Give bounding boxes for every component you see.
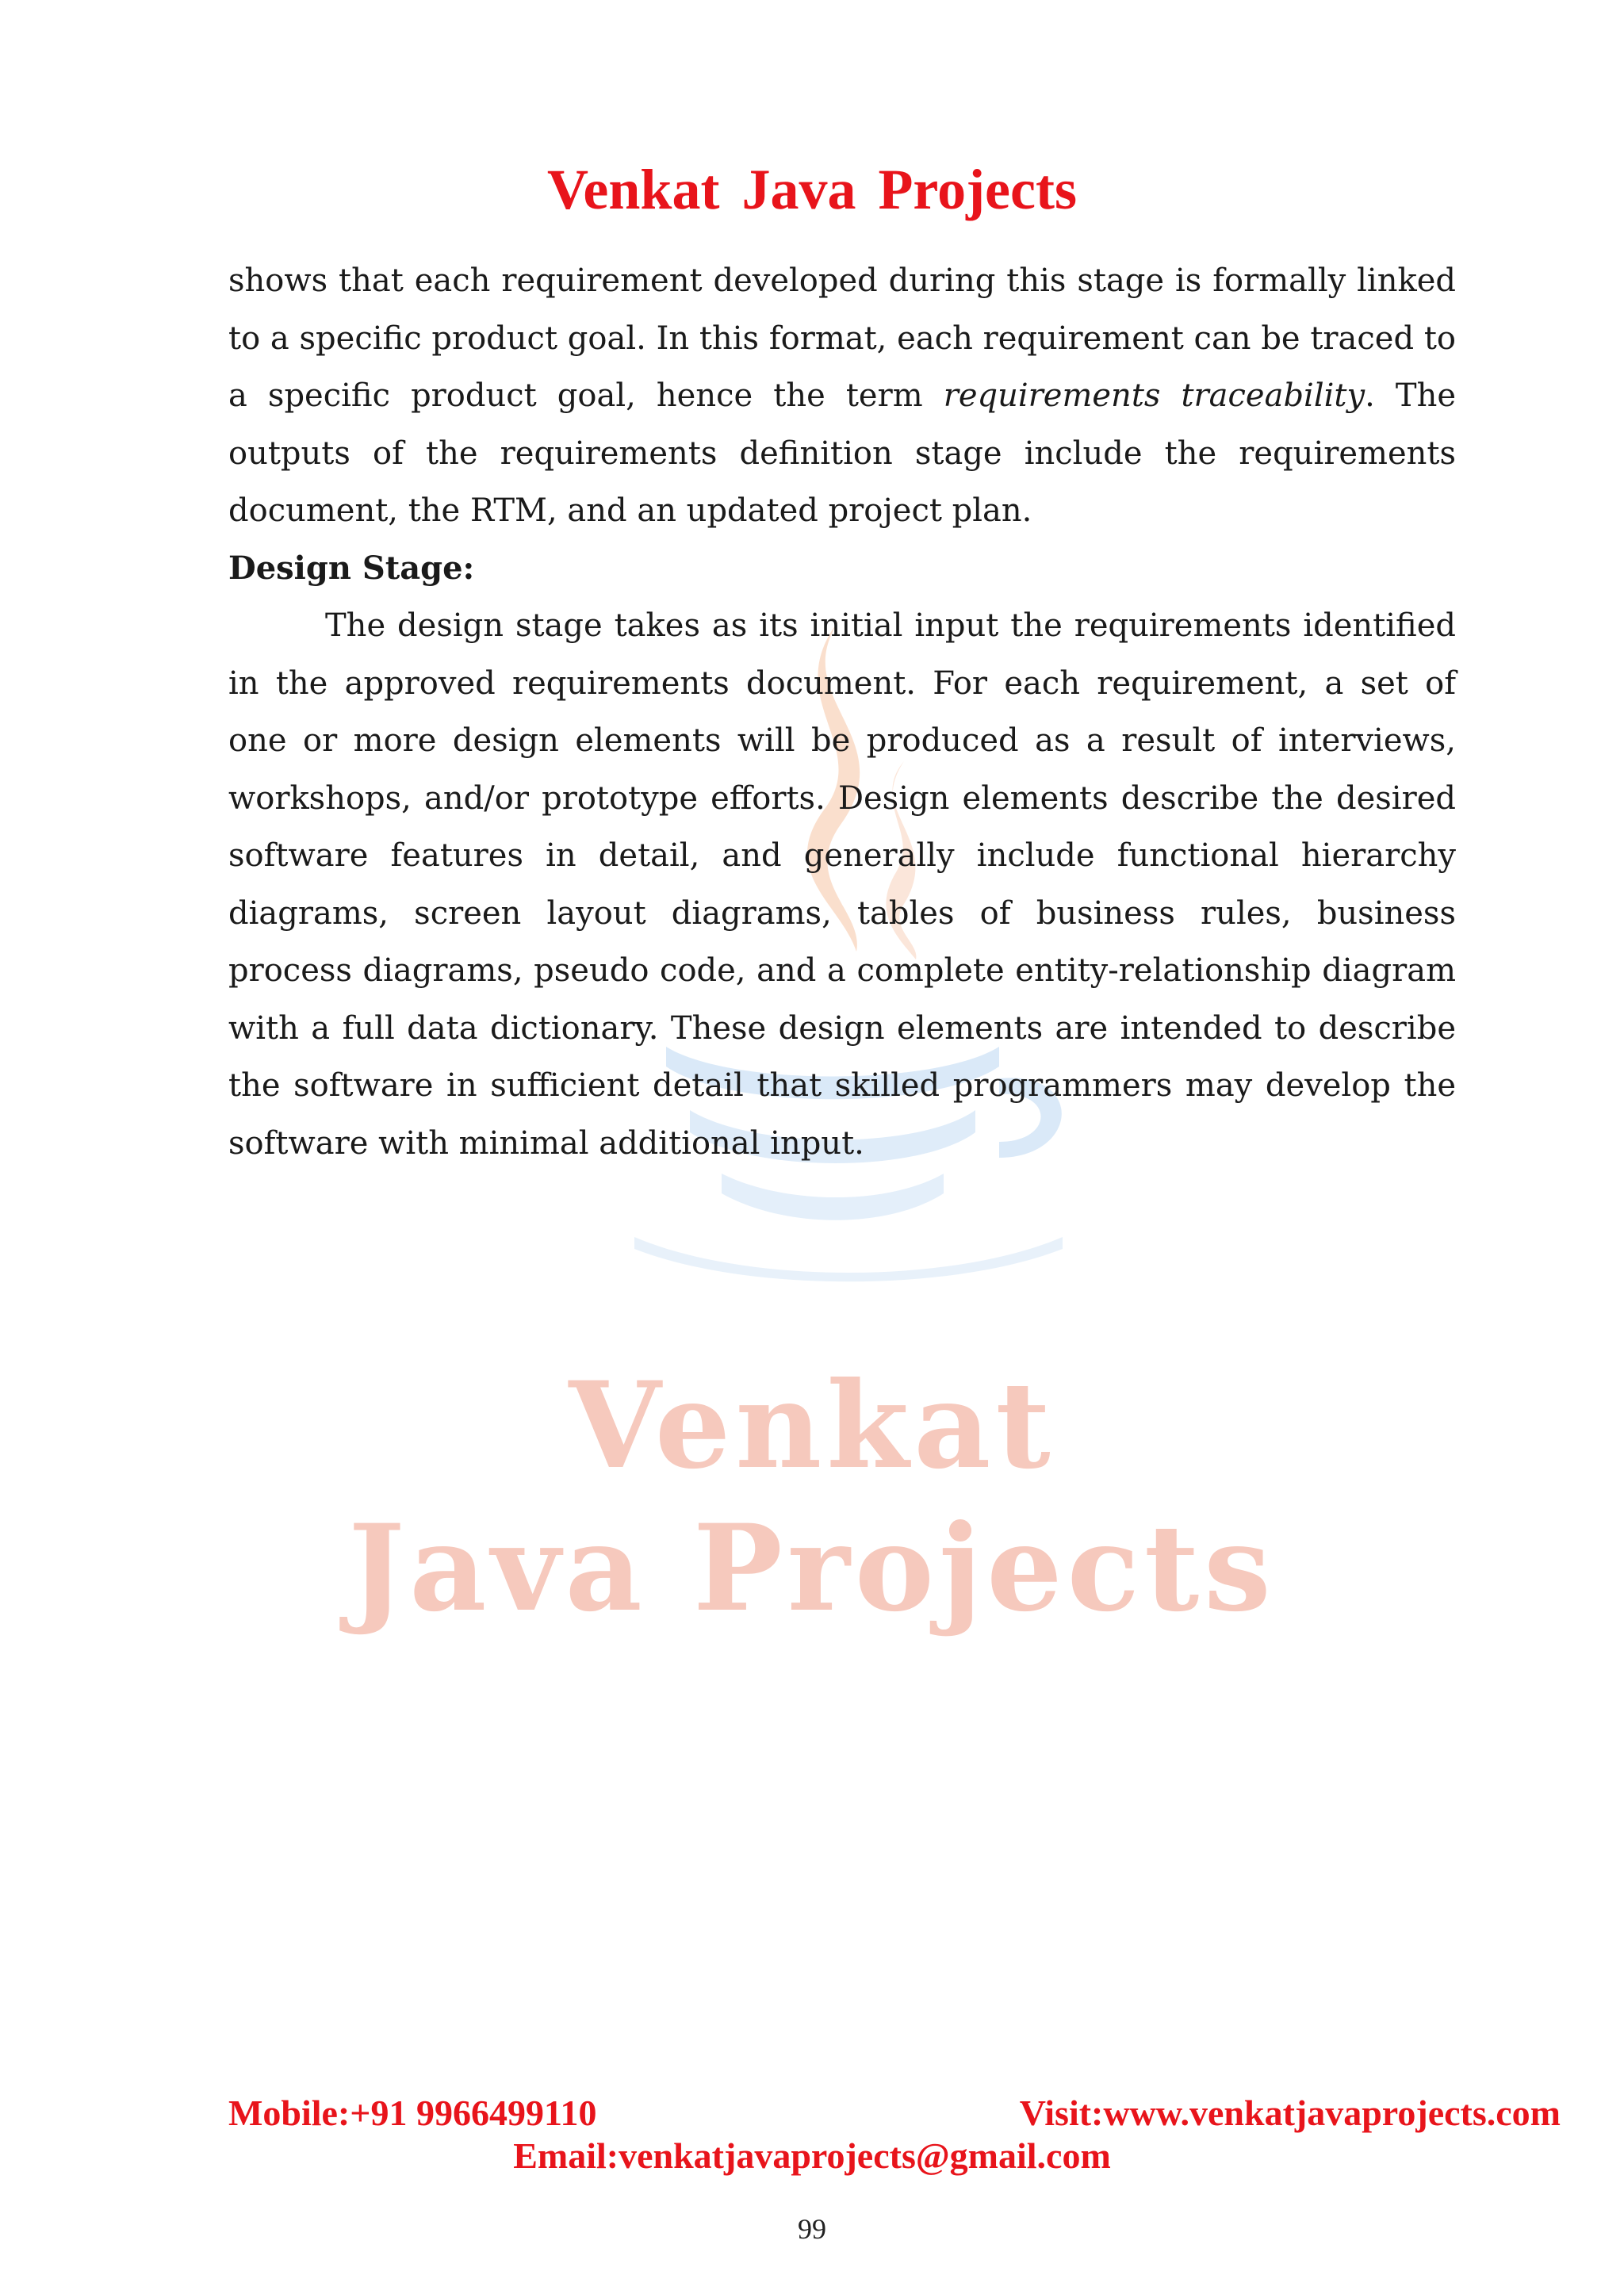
footer-mobile: Mobile:+91 9966499110 <box>228 2093 597 2133</box>
footer-website-link[interactable]: Visit:www.venkatjavaprojects.com <box>1019 2093 1561 2133</box>
paragraph-requirements <box>228 252 1456 540</box>
document-body <box>228 252 1456 1172</box>
italic-term: requirements traceability <box>943 377 1365 414</box>
watermark-line1: Venkat <box>569 1356 1055 1496</box>
section-heading: Design Stage: <box>228 549 475 587</box>
paragraph-design-stage: The design stage takes as its initial input the requirements identified in the approved requirements document. For each requirement, a set of one or more design elements will be produced as a result of interviews, workshops, and/or prototype efforts. Design elements describe the desired software features in detail, and generally include functional hierarchy diagrams, screen layout diagrams, tables of business rules, business process diagrams, pseudo code, and a complete entity-relationship diagram with a full data dictionary. These design elements are intended to describe the software in sufficient detail that skilled programmers may develop the software with minimal additional input. <box>228 607 1456 1162</box>
watermark-line2: Java Projects <box>348 1499 1276 1638</box>
footer-email-link[interactable]: Email:venkatjavaprojects@gmail.com <box>513 2135 1111 2176</box>
paragraph-text: . The outputs of the requirements definition stage include the requirements document, the RTM, and an updated project plan. <box>228 377 1457 529</box>
page-header-title: Venkat Java Projects <box>547 158 1077 221</box>
paragraph-text: shows that each requirement developed during this stage is formally linked to a specific product goal. In this format, each requirement can be traced to a specific product goal, hence the term <box>228 262 1456 414</box>
page-number: 99 <box>798 2213 826 2245</box>
